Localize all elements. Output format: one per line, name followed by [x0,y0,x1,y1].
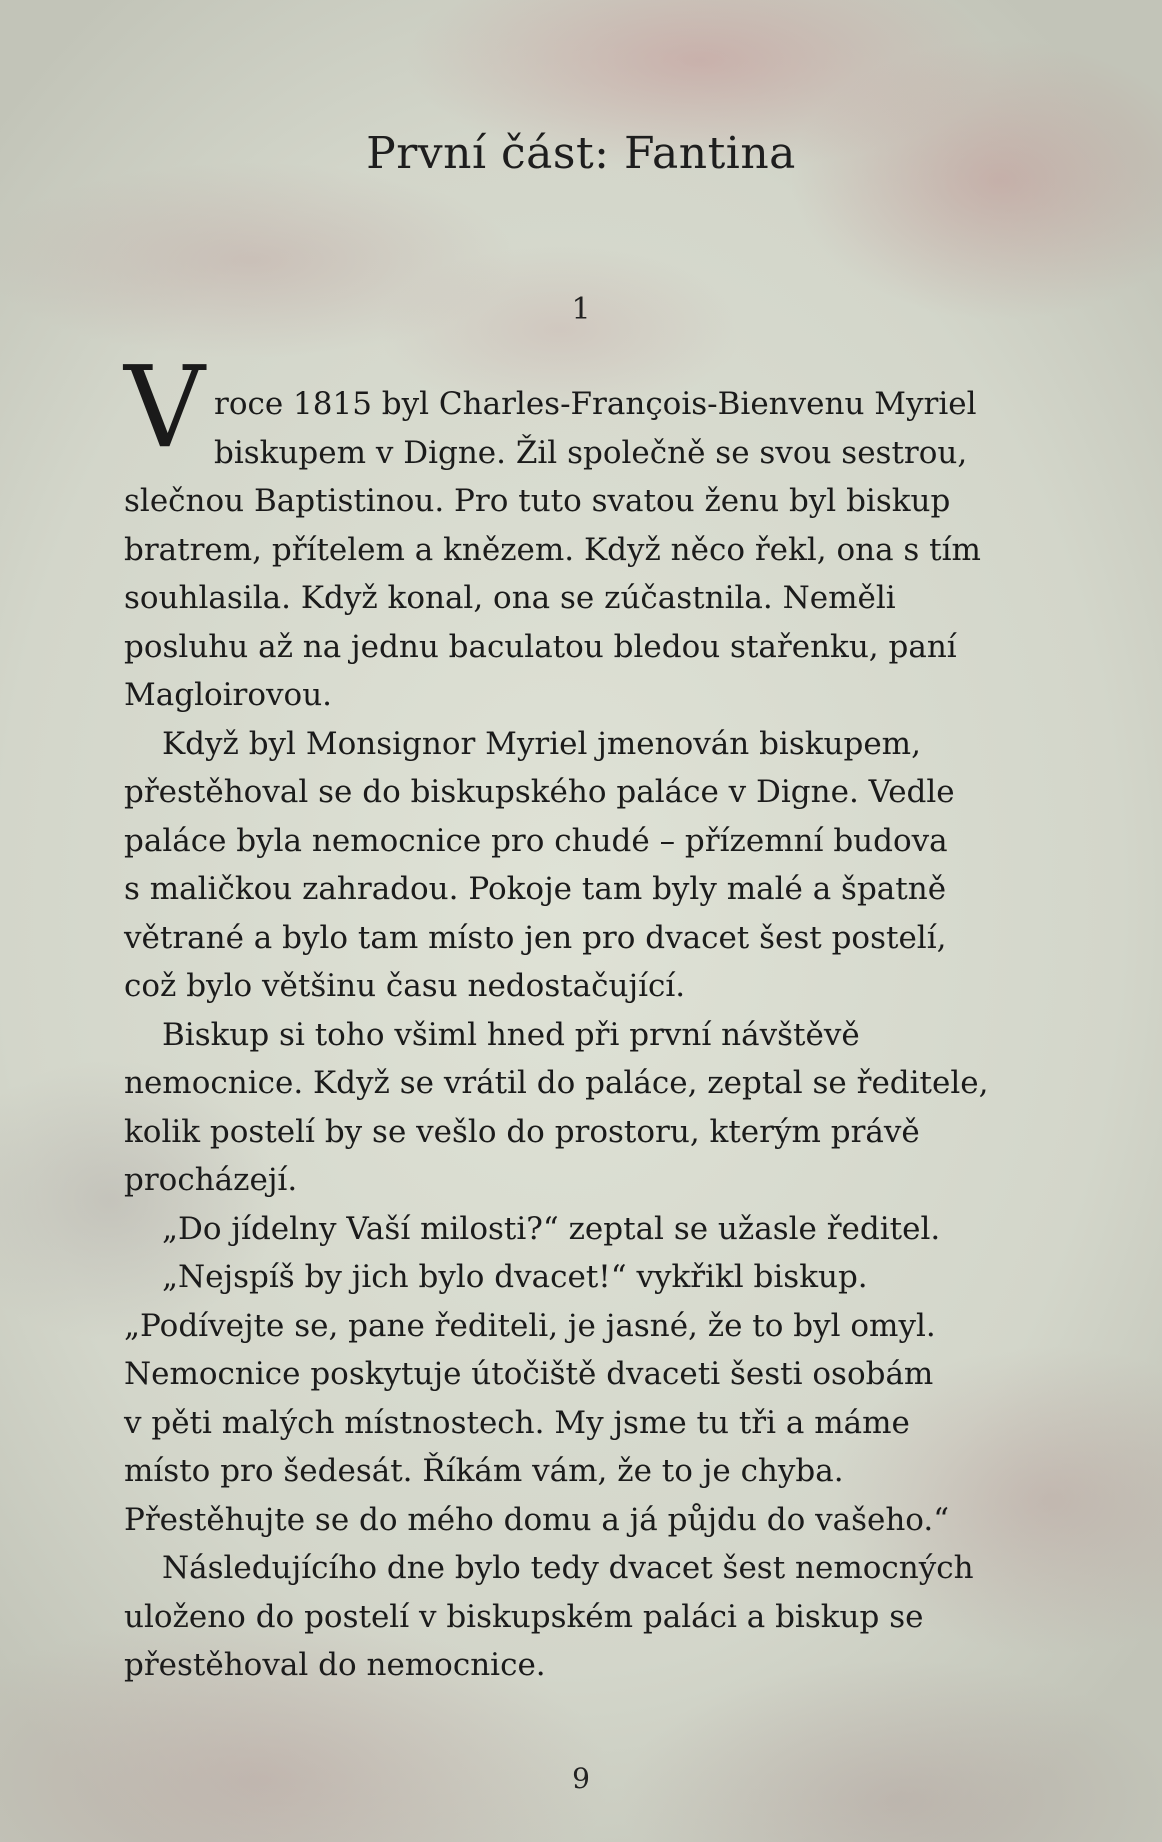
text-line: místo pro šedesát. Říkám vám, že to je chyba. [124,1453,844,1489]
text-line: uloženo do postelí v biskupském paláci a biskup se [124,1598,924,1635]
text-line: což bylo většinu času nedostačující. [124,968,686,1004]
text-line: souhlasila. Když konal, ona se zúčastnila. Neměli [124,580,896,616]
chapter-number: 1 [571,292,591,327]
chapter-title: První část: Fantina [366,128,796,179]
text-line: roce 1815 byl Charles-François-Bienvenu Myriel [214,386,977,422]
text-line: posluhu až na jednu baculatou bledou stařenku, paní [124,628,957,665]
drop-cap: V [124,343,205,473]
text-line: Následujícího dne bylo tedy dvacet šest nemocných [162,1550,974,1586]
body-text [124,380,1044,1690]
text-line: kolik postelí by se vešlo do prostoru, kterým právě [124,1113,920,1150]
text-line: Magloirovou. [124,677,333,713]
text-line: paláce byla nemocnice pro chudé – přízemní budova [124,822,948,859]
text-line: větrané a bylo tam místo jen pro dvacet šest postelí, [124,919,947,956]
text-line: s maličkou zahradou. Pokoje tam byly malé a špatně [124,871,947,907]
text-line: „Nejspíš by jich bylo dvacet!“ vykřikl biskup. [162,1259,868,1295]
page-number: 9 [572,1762,590,1795]
text-line: bratrem, přítelem a knězem. Když něco řekl, ona s tím [124,531,981,568]
text-line: „Do jídelny Vaší milosti?“ zeptal se užasle ředitel. [162,1210,941,1247]
text-line: přestěhoval se do biskupského paláce v Digne. Vedle [124,774,955,810]
text-line: „Podívejte se, pane řediteli, je jasné, že to byl omyl. [124,1307,936,1344]
text-line: procházejí. [124,1162,298,1198]
text-line: slečnou Baptistinou. Pro tuto svatou ženu byl biskup [124,483,951,519]
text-line: nemocnice. Když se vrátil do paláce, zeptal se ředitele, [124,1065,989,1101]
text-line: Nemocnice poskytuje útočiště dvaceti šesti osobám [124,1356,934,1392]
text-line: přestěhoval do nemocnice. [124,1647,546,1683]
text-line: Přestěhujte se do mého domu a já půjdu do vašeho.“ [124,1501,950,1538]
text-line: biskupem v Digne. Žil společně se svou sestrou, [214,434,968,471]
text-line: v pěti malých místnostech. My jsme tu tři a máme [124,1404,910,1441]
text-line: Když byl Monsignor Myriel jmenován biskupem, [162,725,921,762]
text-line: Biskup si toho všiml hned při první návštěvě [162,1016,860,1053]
